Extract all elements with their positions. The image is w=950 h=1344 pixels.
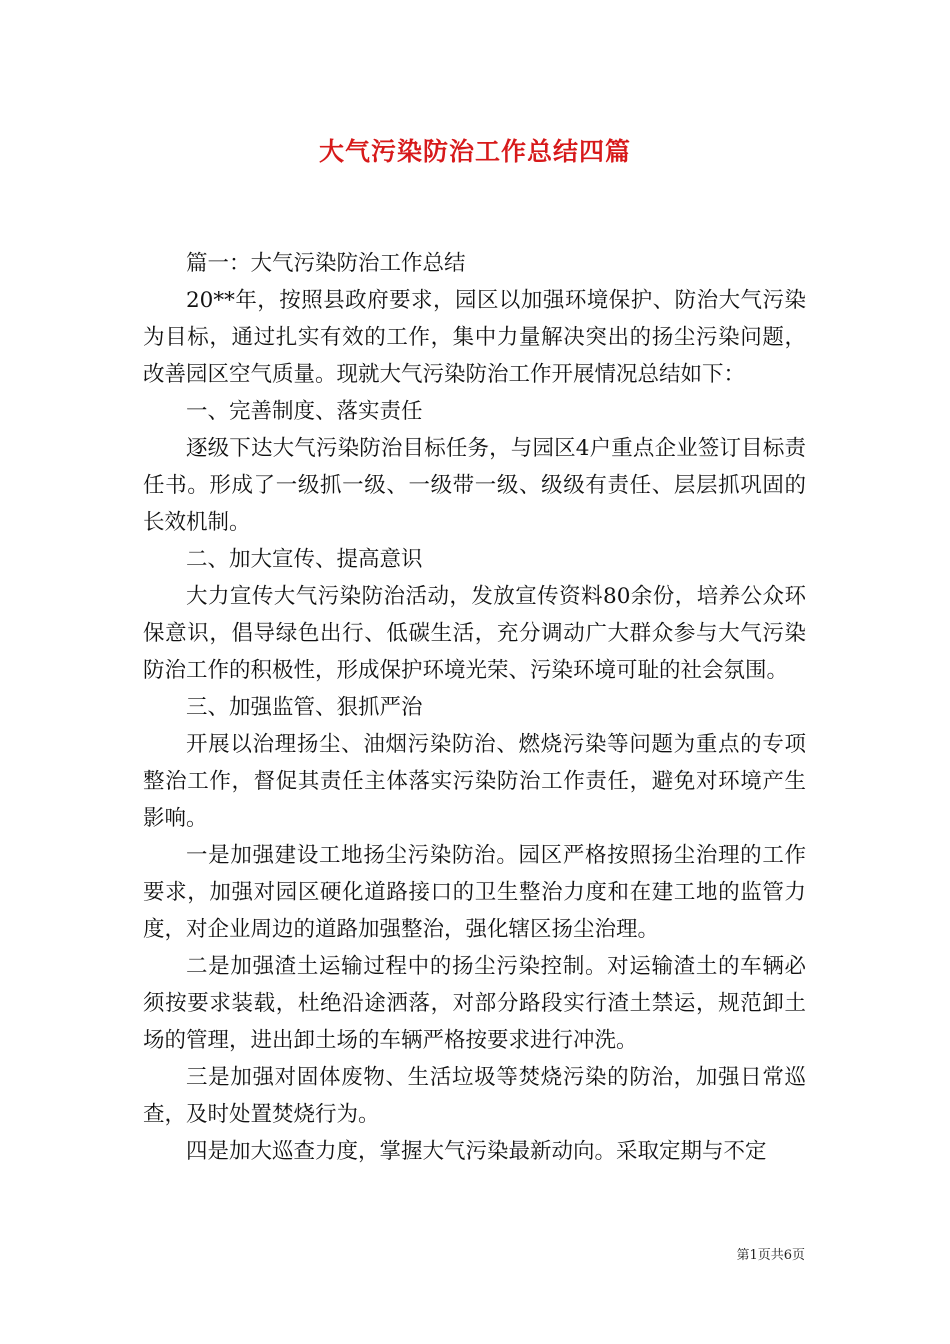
page-title: 大气污染防治工作总结四篇 bbox=[318, 137, 631, 166]
section-heading: 篇一：大气污染防治工作总结 bbox=[186, 251, 466, 276]
paragraph: 二是加强渣土运输过程中的扬尘污染控制。对运输渣土的车辆必须按要求装载，杜绝沿途洒落，对部分路段实行渣土禁运，规范卸土场的管理，进出卸土场的车辆严格按要求进行冲洗。 bbox=[143, 954, 806, 1053]
paragraph: 四是加大巡查力度，掌握大气污染最新动向。采取定期与不定 bbox=[186, 1139, 767, 1164]
paragraph: 一是加强建设工地扬尘污染防治。园区严格按照扬尘治理的工作要求，加强对园区硬化道路接口的卫生整治力度和在建工地的监管力度，对企业周边的道路加强整治，强化辖区扬尘治理。 bbox=[143, 843, 806, 942]
section-heading: 二、加大宣传、提高意识 bbox=[186, 547, 423, 572]
document-body bbox=[143, 245, 806, 1170]
paragraph: 20**年，按照县政府要求，园区以加强环境保护、防治大气污染为目标，通过扎实有效的工作，集中力量解决突出的扬尘污染问题，改善园区空气质量。现就大气污染防治工作开展情况总结如下： bbox=[143, 288, 806, 387]
paragraph: 逐级下达大气污染防治目标任务，与园区4户重点企业签订目标责任书。形成了一级抓一级、一级带一级、级级有责任、层层抓巩固的长效机制。 bbox=[143, 436, 806, 535]
section-heading: 三、加强监管、狠抓严治 bbox=[186, 695, 423, 720]
paragraph: 开展以治理扬尘、油烟污染防治、燃烧污染等问题为重点的专项整治工作，督促其责任主体落实污染防治工作责任，避免对环境产生影响。 bbox=[143, 732, 806, 831]
page-number: 第1页共6页 bbox=[736, 1248, 805, 1263]
paragraph: 三是加强对固体废物、生活垃圾等焚烧污染的防治，加强日常巡查，及时处置焚烧行为。 bbox=[143, 1065, 806, 1127]
paragraph: 大力宣传大气污染防治活动，发放宣传资料80余份，培养公众环保意识，倡导绿色出行、低碳生活，充分调动广大群众参与大气污染防治工作的积极性，形成保护环境光荣、污染环境可耻的社会氛围。 bbox=[143, 584, 806, 683]
section-heading: 一、完善制度、落实责任 bbox=[186, 399, 423, 424]
